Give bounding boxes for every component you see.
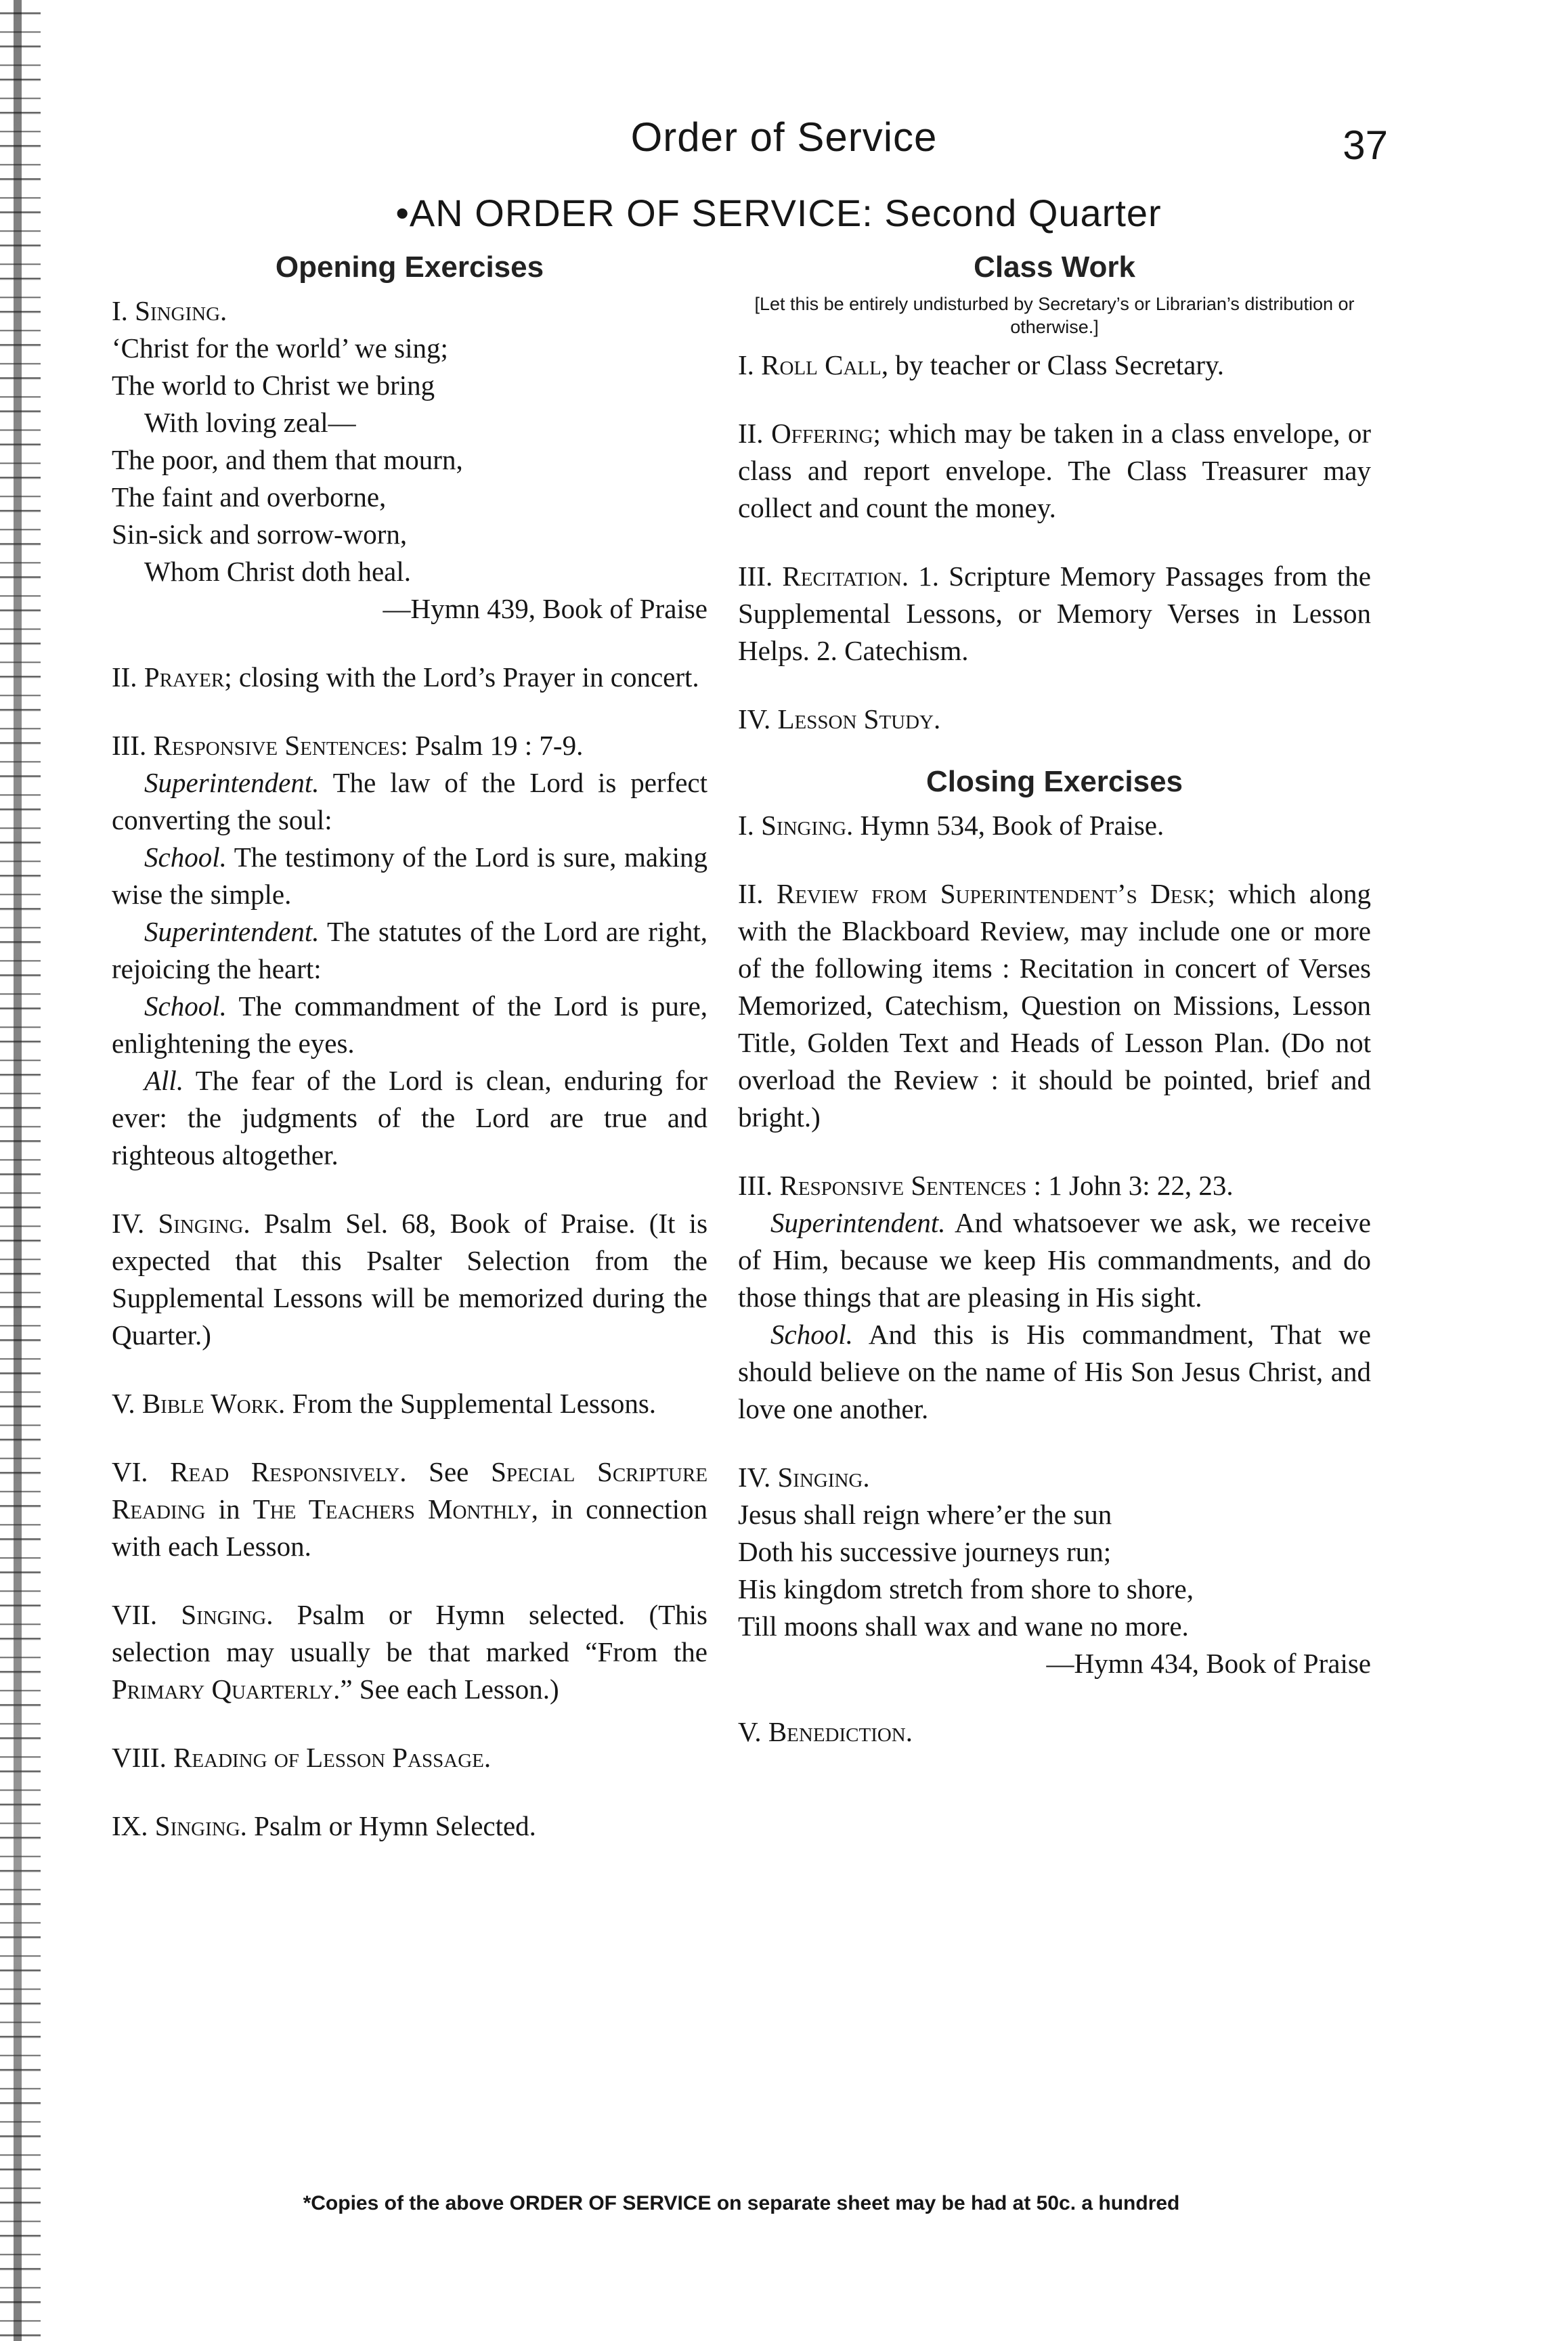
item-number: I.	[112, 295, 128, 326]
item-number: II.	[738, 418, 764, 449]
item-label: Responsive Sentences :	[779, 1170, 1042, 1201]
footnote: *Copies of the above ORDER OF SERVICE on separate sheet may be had at 50c. a hundred	[303, 2192, 1180, 2214]
speaker: Superintendent.	[770, 1207, 946, 1238]
item-number: II.	[738, 878, 764, 909]
hymn-line: The poor, and them that mourn,	[112, 444, 463, 475]
running-title: Order of Service	[630, 114, 938, 160]
item-label: Prayer;	[144, 661, 232, 693]
hymn-line: The faint and overborne,	[112, 481, 387, 512]
class-work-note: [Let this be entirely undisturbed by Secretary’s or Librarian’s distribution or otherwise.]	[754, 294, 1355, 337]
responsive-sentences-item	[112, 727, 707, 1174]
item-text: closing with the Lord’s Prayer in concert.	[238, 661, 699, 693]
item-number: I.	[738, 810, 754, 841]
item-label: Roll Call,	[761, 349, 889, 380]
speaker: School.	[144, 990, 227, 1022]
item-number: I.	[738, 349, 754, 380]
item-label: Responsive Sentences:	[153, 730, 408, 761]
item-label: Bible Work.	[141, 1388, 286, 1419]
item-number: V.	[738, 1716, 762, 1747]
hymn-line: Whom Christ doth heal.	[144, 556, 412, 587]
opening-exercises-column	[112, 250, 707, 1845]
item-label: Singing.	[777, 1462, 870, 1493]
offering-item	[738, 415, 1371, 527]
main-title: •AN ORDER OF SERVICE: Second Quarter	[395, 192, 1162, 234]
speaker: Superintendent.	[144, 767, 320, 798]
item-label: Lesson Study.	[777, 703, 941, 735]
item-label: Benediction.	[768, 1716, 913, 1747]
class-work-heading: Class Work	[974, 250, 1135, 284]
item-text: in	[218, 1493, 240, 1525]
hymn-line: Sin-sick and sorrow-worn,	[112, 519, 408, 550]
speaker: School.	[770, 1319, 853, 1350]
prayer-item	[112, 659, 707, 696]
item-text: which may be taken in a class envelope, or class and report envelope. The Class Treasurer may collect and count the money.	[738, 418, 1371, 523]
item-label: Reading of Lesson Passage.	[173, 1742, 492, 1773]
hymn-line: With loving zeal—	[144, 407, 356, 438]
item-label: Singing.	[135, 295, 227, 326]
hymn-line: Till moons shall wax and wane no more.	[738, 1611, 1189, 1642]
closing-hymn-item	[738, 1459, 1371, 1682]
bible-work-item	[112, 1385, 707, 1422]
hymn-line: ‘Christ for the world’ we sing;	[112, 332, 448, 364]
response-text: The testimony of the Lord is sure, making wise the simple.	[112, 841, 707, 910]
benediction-item	[738, 1713, 1371, 1751]
item-label: Recitation.	[782, 561, 909, 592]
response-text: And this is His commandment, That we should believe on the name of His Son Jesus Christ, and love one another.	[738, 1319, 1371, 1424]
item-number: VI.	[112, 1456, 148, 1487]
item-label: Read Responsively.	[170, 1456, 407, 1487]
hymn-line: His kingdom stretch from shore to shore,	[738, 1573, 1194, 1604]
item-number: V.	[112, 1388, 135, 1419]
speaker: Superintendent.	[144, 916, 320, 947]
scripture-reference: Psalm 19 : 7-9.	[415, 730, 584, 761]
closing-exercises-heading: Closing Exercises	[925, 765, 1183, 798]
item-text: 1. Scripture Memory Passages from the Supplemental Lessons, or Memory Verses in Lesson Helps. 2. Catechism.	[738, 561, 1371, 666]
scripture-reference: 1 John 3: 22, 23.	[1048, 1170, 1234, 1201]
special-reading-ref: Special Scripture Reading	[112, 1456, 708, 1525]
item-label: Singing.	[154, 1810, 247, 1841]
final-singing-item	[112, 1808, 707, 1845]
lesson-study-item	[738, 701, 1371, 738]
item-label: Review from Superintendent’s Desk;	[776, 878, 1215, 909]
hymn-attribution: —Hymn 439, Book of Praise	[383, 593, 707, 624]
opening-exercises-heading: Opening Exercises	[275, 250, 544, 284]
response-text: The fear of the Lord is clean, enduring for ever: the judgments of the Lord are true and righteous altogether.	[112, 1065, 708, 1170]
response-text: The commandment of the Lord is pure, enlightening the eyes.	[112, 990, 707, 1059]
hymn-attribution: —Hymn 434, Book of Praise	[1046, 1648, 1371, 1679]
recitation-item	[738, 558, 1371, 670]
item-text: ” See each Lesson.)	[340, 1673, 559, 1705]
item-text: in connection with each Lesson.	[112, 1493, 708, 1562]
review-item	[738, 875, 1371, 1136]
item-number: VIII.	[112, 1742, 167, 1773]
item-number: III.	[112, 730, 147, 761]
speaker: School.	[144, 841, 227, 873]
item-number: II.	[112, 661, 137, 693]
item-text: by teacher or Class Secretary.	[895, 349, 1225, 380]
item-number: III.	[738, 561, 773, 592]
item-number: IV.	[738, 1462, 771, 1493]
class-work-column	[738, 250, 1371, 1751]
page-number: 37	[1343, 123, 1388, 168]
item-label: Singing.	[158, 1208, 251, 1239]
item-label: Singing.	[181, 1599, 274, 1630]
roll-call-item	[738, 347, 1371, 384]
lesson-passage-item	[112, 1739, 707, 1776]
item-text: Hymn 534, Book of Praise.	[860, 810, 1164, 841]
teachers-monthly-ref: The Teachers Monthly,	[253, 1493, 539, 1525]
psalm-singing-item	[112, 1205, 707, 1354]
selected-singing-item	[112, 1596, 707, 1708]
speaker: All.	[144, 1065, 184, 1096]
item-number: IV.	[112, 1208, 145, 1239]
item-text: Psalm Sel. 68, Book of Praise. (It is expected that this Psalter Selection from the Supplemental Lessons will be memorized during the Quarter.)	[112, 1208, 708, 1351]
hymn-line: Jesus shall reign where’er the sun	[738, 1499, 1112, 1530]
item-text: Psalm or Hymn Selected.	[254, 1810, 536, 1841]
item-text: which along with the Blackboard Review, may include one or more of the following items : Recitation in concert of Verses Memorized, Catechism, Question on Missions, Lesson Title, Golden Text and Heads of Lesson Plan. (Do not overload the Review : it should be pointed, brief and bright.)	[738, 878, 1372, 1133]
response-text: The law of the Lord is perfect converting the soul:	[112, 767, 707, 835]
item-label: Singing.	[761, 810, 854, 841]
item-number: IV.	[738, 703, 771, 735]
binding-edge	[0, 0, 41, 2341]
read-responsively-item	[112, 1453, 707, 1565]
item-number: IX.	[112, 1810, 148, 1841]
response-text: The statutes of the Lord are right, rejoicing the heart:	[112, 916, 707, 984]
item-number: VII.	[112, 1599, 158, 1630]
item-text: Psalm or Hymn selected. (This selection may usually be that marked “From the	[112, 1599, 708, 1667]
closing-responsive-item	[738, 1167, 1371, 1428]
opening-singing-item	[112, 292, 707, 628]
closing-singing-item	[738, 807, 1371, 844]
item-text: See	[429, 1456, 469, 1487]
response-text: And whatsoever we ask, we receive of Him, because we keep His commandments, and do those things that are pleasing in His sight.	[738, 1207, 1371, 1313]
hymn-line: Doth his successive journeys run;	[738, 1536, 1112, 1567]
item-label: Offering;	[771, 418, 881, 449]
item-number: III.	[738, 1170, 773, 1201]
primary-quarterly-ref: Primary Quarterly.	[112, 1673, 341, 1705]
item-text: From the Supplemental Lessons.	[292, 1388, 657, 1419]
hymn-line: The world to Christ we bring	[112, 370, 435, 401]
